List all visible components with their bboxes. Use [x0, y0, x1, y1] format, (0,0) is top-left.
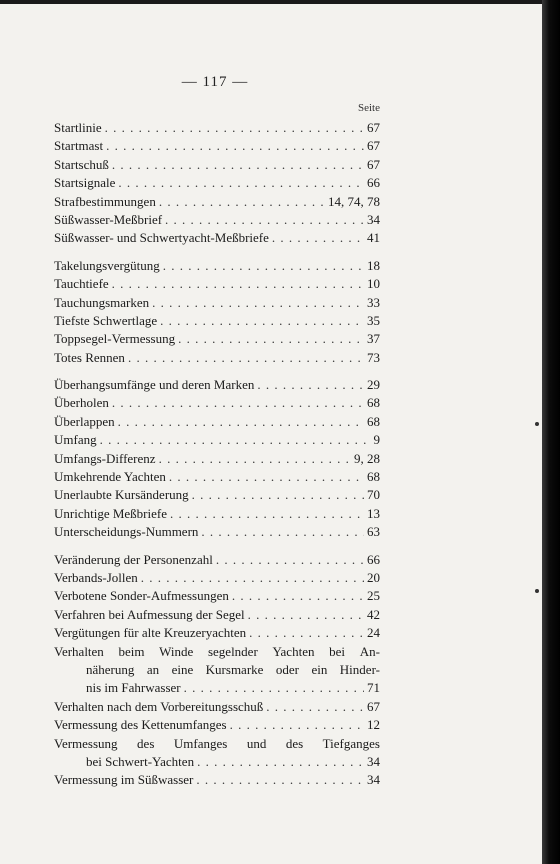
entry-term: Überhangsumfänge und deren Marken [54, 377, 255, 393]
entry-row [54, 156, 380, 174]
entry-row [54, 294, 380, 312]
entry-pages: 14, 74, 78 [328, 193, 380, 209]
entry-term: Strafbestimmungen [54, 193, 156, 209]
entry-row [54, 587, 380, 605]
entry-row [54, 698, 380, 716]
index-entry [54, 394, 380, 412]
entry-row [54, 229, 380, 247]
leader-dots [178, 330, 364, 348]
leader-dots [216, 551, 364, 569]
entry-word: segelnder [207, 643, 258, 659]
entry-term: Veränderung der Personenzahl [54, 551, 213, 567]
leader-dots [118, 413, 364, 431]
index-entry [54, 229, 380, 247]
leader-dots [248, 606, 364, 624]
entry-word: eine [171, 661, 194, 677]
entry-term: nis im Fahrwasser [86, 680, 181, 696]
leader-dots [165, 211, 364, 229]
entry-term: Startmast [54, 138, 104, 154]
entry-row [54, 624, 380, 642]
entry-row [54, 193, 380, 211]
entry-pages: 34 [367, 753, 380, 769]
entry-row [54, 349, 380, 367]
entry-term: Umfang [54, 432, 97, 448]
index-entry [54, 486, 380, 504]
entry-term: Verfahren bei Aufmessung der Segel [54, 606, 245, 622]
entry-row [54, 486, 380, 504]
entry-word: näherung [86, 661, 135, 677]
entry-pages: 70 [367, 487, 380, 503]
entry-term: Unterscheidungs-Nummern [54, 524, 199, 540]
entry-pages: 71 [367, 680, 380, 696]
entry-pages: 13 [367, 505, 380, 521]
entry-row [54, 376, 380, 394]
entry-pages: 12 [367, 717, 380, 733]
index-entry [54, 643, 380, 698]
entry-word: Hinder- [339, 661, 380, 677]
entry-row [54, 771, 380, 789]
index-entry [54, 624, 380, 642]
entry-row [54, 569, 380, 587]
index-entry [54, 587, 380, 605]
entry-pages: 73 [367, 349, 380, 365]
entry-word: des [285, 735, 304, 751]
leader-dots [112, 394, 364, 412]
entry-pages: 68 [367, 395, 380, 411]
index-entry [54, 137, 380, 155]
index-entry [54, 294, 380, 312]
entry-term: Vermessung des Kettenumfanges [54, 717, 227, 733]
index-entry [54, 349, 380, 367]
index-entry [54, 211, 380, 229]
entry-row [54, 551, 380, 569]
entry-pages: 10 [367, 276, 380, 292]
entry-pages: 37 [367, 331, 380, 347]
leader-dots [197, 753, 364, 771]
entry-word: bei [329, 643, 346, 659]
group-gap [54, 367, 380, 376]
entry-pages: 35 [367, 312, 380, 328]
index-entry [54, 330, 380, 348]
leader-dots [249, 624, 364, 642]
entry-term: bei Schwert-Yachten [86, 753, 195, 769]
entry-pages: 68 [367, 413, 380, 429]
entry-row [54, 606, 380, 624]
entry-row [54, 450, 380, 468]
entry-term: Tiefste Schwertlage [54, 312, 158, 328]
entry-continued-line [54, 643, 380, 661]
leader-dots [163, 257, 364, 275]
entry-pages: 34 [367, 211, 380, 227]
speck-mark [535, 589, 539, 593]
leader-dots [112, 275, 364, 293]
entry-row [54, 753, 380, 771]
entry-row [54, 394, 380, 412]
leader-dots [184, 679, 364, 697]
entry-row [54, 174, 380, 192]
entry-pages: 67 [367, 156, 380, 172]
group-gap [54, 542, 380, 551]
entry-pages: 25 [367, 588, 380, 604]
leader-dots [160, 312, 364, 330]
leader-dots [118, 174, 364, 192]
entry-pages: 42 [367, 606, 380, 622]
entry-term: Verbotene Sonder-Aufmessungen [54, 588, 229, 604]
entry-pages: 9, 28 [354, 450, 380, 466]
index-entry [54, 312, 380, 330]
index-entry [54, 431, 380, 449]
entry-term: Toppsegel-Vermessung [54, 331, 176, 347]
speck-mark [535, 422, 539, 426]
index-entry [54, 606, 380, 624]
entry-pages: 33 [367, 294, 380, 310]
entry-term: Umfangs-Differenz [54, 450, 156, 466]
entry-row [54, 119, 380, 137]
entry-row [54, 468, 380, 486]
entry-pages: 66 [367, 175, 380, 191]
leader-dots [128, 349, 364, 367]
entry-term: Verbands-Jollen [54, 569, 138, 585]
entry-term: Unerlaubte Kursänderung [54, 487, 189, 503]
entry-pages: 20 [367, 569, 380, 585]
entry-row [54, 211, 380, 229]
entry-word: an [146, 661, 160, 677]
entry-word: An- [359, 643, 380, 659]
entry-row [54, 257, 380, 275]
entry-term: Süßwasser- und Schwertyacht-Meßbriefe [54, 230, 269, 246]
entry-pages: 68 [367, 469, 380, 485]
entry-term: Tauchungsmarken [54, 294, 150, 310]
entry-word: beim [118, 643, 145, 659]
leader-dots [106, 137, 364, 155]
leader-dots [272, 229, 364, 247]
index-entry [54, 156, 380, 174]
index-entry [54, 505, 380, 523]
leader-dots [159, 193, 325, 211]
leader-dots [232, 587, 364, 605]
entry-word: Verhalten [54, 643, 104, 659]
entry-term: Überholen [54, 395, 109, 411]
leader-dots [201, 523, 364, 541]
leader-dots [169, 468, 364, 486]
column-header: Seite [358, 102, 380, 114]
entry-pages: 67 [367, 138, 380, 154]
entry-term: Totes Rennen [54, 349, 125, 365]
entry-word: oder [275, 661, 299, 677]
index-entry [54, 413, 380, 431]
index-entry [54, 193, 380, 211]
leader-dots [105, 119, 364, 137]
entry-pages: 41 [367, 230, 380, 246]
entry-pages: 9 [373, 432, 380, 448]
index-entry [54, 523, 380, 541]
entry-term: Tauchtiefe [54, 276, 109, 292]
entry-term: Vergütungen für alte Kreuzeryachten [54, 625, 247, 641]
entry-term: Startlinie [54, 120, 102, 135]
leader-dots [257, 376, 364, 394]
entry-term: Verhalten nach dem Vorbereitungsschuß [54, 698, 264, 714]
entry-term: Vermessung im Süßwasser [54, 772, 194, 788]
leader-dots [170, 505, 364, 523]
entry-word: Yachten [272, 643, 315, 659]
leader-dots [100, 431, 371, 449]
index-entry [54, 450, 380, 468]
entry-pages: 66 [367, 551, 380, 567]
index-entry [54, 569, 380, 587]
leader-dots [196, 771, 364, 789]
entry-term: Startsignale [54, 175, 116, 191]
entry-row [54, 275, 380, 293]
entry-row [54, 330, 380, 348]
index-entry [54, 698, 380, 716]
entry-continued-line [54, 661, 380, 679]
index-entry [54, 735, 380, 772]
leader-dots [112, 156, 364, 174]
index-entry [54, 551, 380, 569]
leader-dots [230, 716, 364, 734]
entry-word: des [137, 735, 155, 751]
leader-dots [141, 569, 364, 587]
entry-word: Vermessung [54, 735, 118, 751]
entry-continued-line [54, 735, 380, 753]
entry-term: Süßwasser-Meßbrief [54, 211, 163, 227]
index-entry [54, 468, 380, 486]
leader-dots [159, 450, 351, 468]
index-entry [54, 257, 380, 275]
index-entry [54, 119, 380, 137]
index-list [54, 119, 380, 790]
entry-row [54, 137, 380, 155]
entry-pages: 29 [367, 377, 380, 393]
entry-term: Überlappen [54, 413, 115, 429]
entry-row [54, 431, 380, 449]
index-entry [54, 376, 380, 394]
entry-row [54, 312, 380, 330]
leader-dots [152, 294, 364, 312]
entry-word: Kursmarke [205, 661, 264, 677]
entry-pages: 63 [367, 524, 380, 540]
entry-term: Umkehrende Yachten [54, 469, 166, 485]
index-entry [54, 771, 380, 789]
entry-term: Takelungsvergütung [54, 257, 160, 273]
entry-row [54, 523, 380, 541]
leader-dots [266, 698, 364, 716]
entry-row [54, 716, 380, 734]
entry-term: Unrichtige Meßbriefe [54, 505, 167, 521]
entry-word: Tiefganges [322, 735, 380, 751]
entry-word: Winde [159, 643, 194, 659]
index-entry [54, 174, 380, 192]
entry-word: ein [311, 661, 328, 677]
entry-term: Startschuß [54, 156, 109, 172]
entry-pages: 67 [367, 698, 380, 714]
entry-word: Umfanges [173, 735, 228, 751]
entry-row [54, 413, 380, 431]
book-page [0, 4, 542, 864]
entry-row [54, 679, 380, 697]
entry-pages: 34 [367, 772, 380, 788]
index-entry [54, 716, 380, 734]
group-gap [54, 248, 380, 257]
index-entry [54, 275, 380, 293]
page-number: — 117 — [181, 74, 249, 90]
entry-pages: 24 [367, 625, 380, 641]
book-edge [542, 0, 560, 864]
entry-row [54, 505, 380, 523]
entry-pages: 67 [367, 120, 380, 135]
entry-pages: 18 [367, 257, 380, 273]
leader-dots [192, 486, 364, 504]
entry-word: und [246, 735, 267, 751]
